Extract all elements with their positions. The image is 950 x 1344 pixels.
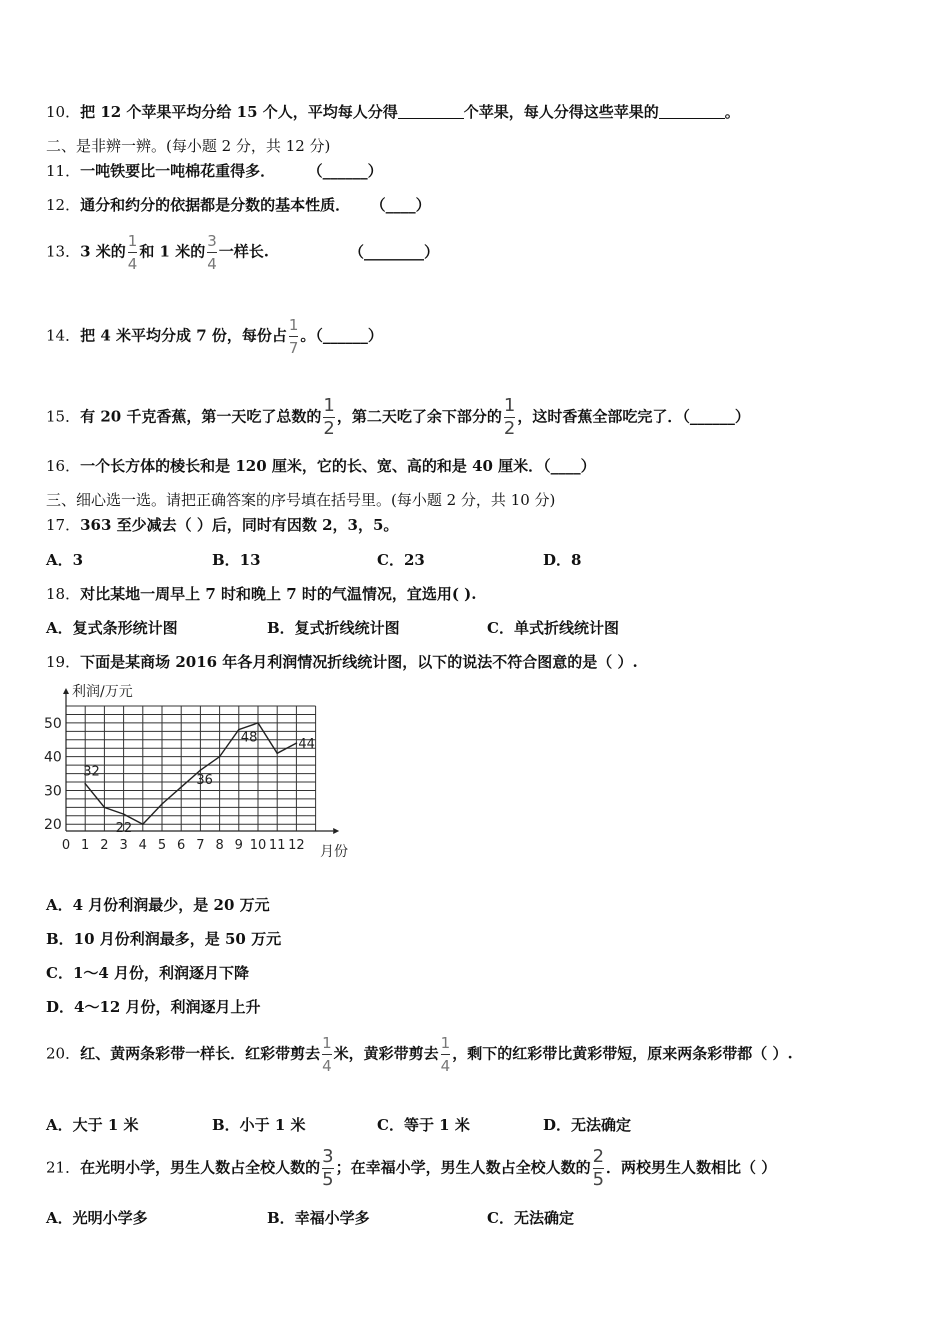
question-text: 米，黄彩带剪去: [333, 1044, 439, 1063]
section-2-heading: 二、是非辨一辨。(每小题 2 分，共 12 分): [46, 137, 331, 155]
chart-grid: [66, 706, 316, 831]
question-number: 11．: [46, 162, 81, 180]
option-b[interactable]: B．幸福小学多: [267, 1209, 370, 1227]
question-text: 一吨铁要比一吨棉花重得多．: [80, 162, 276, 180]
question-number: 14．: [46, 326, 81, 345]
option-a[interactable]: A．3: [46, 551, 84, 569]
fraction: $\frac{2}{5}$: [592, 1146, 605, 1190]
question-number: 21．: [46, 1158, 81, 1177]
question-number: 10．: [46, 103, 81, 121]
option-b[interactable]: B．13: [212, 551, 261, 569]
option-b[interactable]: B．复式折线统计图: [267, 619, 400, 637]
option-c[interactable]: C．等于 1 米: [377, 1116, 470, 1134]
y-tick-label: 50: [44, 715, 62, 732]
question-text: ；在幸福小学，男生人数占全校人数的: [335, 1158, 591, 1177]
x-tick-label: 6: [177, 838, 186, 853]
question-15: [46, 397, 750, 438]
option-b[interactable]: B．小于 1 米: [212, 1116, 306, 1134]
data-point: [104, 807, 106, 809]
question-20: [46, 1034, 793, 1075]
question-text: 对比某地一周早上 7 时和晚上 7 时的气温情况，宜选用( ).: [80, 585, 477, 603]
question-19: [46, 652, 638, 672]
fraction: $\frac{1}{2}$: [323, 395, 335, 439]
data-label: 48: [240, 730, 258, 746]
option-c[interactable]: C．无法确定: [487, 1209, 574, 1227]
question-number: 16．: [46, 457, 81, 475]
x-tick-label: 7: [196, 838, 205, 853]
question-text: 。: [724, 103, 740, 121]
question-16: [46, 456, 596, 476]
question-text: 和 1 米的: [139, 242, 206, 261]
fraction: $\frac{3}{5}$: [322, 1146, 334, 1190]
fraction: $\frac{1}{4}$: [440, 1034, 451, 1075]
data-point: [238, 729, 240, 731]
question-21: [46, 1148, 776, 1189]
question-text: 一个长方体的棱长和是 120 厘米，它的长、宽、高的和是 40 厘米．（____）: [80, 457, 596, 475]
data-point: [180, 786, 182, 788]
question-text: 把 12 个苹果平均分给 15 个人，平均每人分得: [80, 103, 398, 121]
x-tick-label: 12: [288, 838, 305, 853]
question-text: 有 20 千克香蕉，第一天吃了总数的: [80, 407, 322, 426]
option-d[interactable]: D．8: [543, 551, 582, 569]
data-point: [296, 742, 298, 744]
x-tick-label: 4: [138, 838, 147, 853]
question-text: ，第二天吃了余下部分的: [336, 407, 502, 426]
answer-paren[interactable]: （______）: [315, 162, 383, 180]
x-axis-label: 月份: [320, 844, 348, 860]
option-b[interactable]: B．10 月份利润最多，是 50 万元: [46, 930, 282, 948]
question-number: 13．: [46, 242, 81, 261]
answer-blank[interactable]: [398, 104, 464, 119]
option-d[interactable]: D．4～12 月份，利润逐月上升: [46, 998, 261, 1016]
section-3-heading: 三、细心选一选。请把正确答案的序号填在括号里。(每小题 2 分，共 10 分): [46, 491, 556, 509]
question-text: 下面是某商场 2016 年各月利润情况折线统计图，以下的说法不符合图意的是（ ）.: [80, 653, 638, 671]
y-axis-label: 利润/万元: [72, 684, 133, 700]
question-number: 19．: [46, 653, 81, 671]
answer-paren[interactable]: （________）: [348, 242, 439, 261]
question-17: [46, 515, 398, 535]
data-label: 44: [298, 737, 315, 753]
question-14: [46, 316, 383, 357]
question-number: 15．: [46, 407, 81, 426]
option-d[interactable]: D．无法确定: [543, 1116, 632, 1134]
data-point: [84, 783, 86, 785]
x-tick-label: 9: [234, 838, 243, 853]
data-point: [276, 752, 278, 754]
x-tick-label: 3: [119, 838, 128, 853]
data-point: [257, 722, 259, 724]
question-text: 在光明小学，男生人数占全校人数的: [80, 1158, 321, 1177]
data-point: [142, 823, 144, 825]
question-number: 18．: [46, 585, 81, 603]
data-label: 32: [83, 764, 100, 780]
option-a[interactable]: A．4 月份利润最少，是 20 万元: [46, 896, 270, 914]
profit-line-chart: [40, 676, 350, 866]
option-a[interactable]: A．光明小学多: [46, 1209, 148, 1227]
x-tick-label: 5: [157, 838, 167, 853]
x-tick-label: 2: [100, 838, 109, 853]
question-text: ，剩下的红彩带比黄彩带短，原来两条彩带都（ ）.: [452, 1044, 793, 1063]
question-text: 把 4 米平均分成 7 份，每份占: [80, 326, 287, 345]
question-12: [46, 195, 431, 215]
y-axis-arrow: [63, 688, 69, 694]
answer-blank[interactable]: [659, 104, 725, 119]
data-label: 36: [196, 773, 213, 789]
question-text: ．两校男生人数相比（ ）: [606, 1158, 777, 1177]
answer-paren[interactable]: （____）: [378, 196, 431, 214]
x-tick-label: 8: [215, 838, 224, 853]
fraction: $\frac{1}{7}$: [288, 316, 299, 357]
question-11: [46, 161, 383, 181]
x-tick-label: 0: [61, 838, 71, 853]
data-point: [200, 769, 202, 771]
x-axis-arrow: [333, 828, 339, 834]
question-text: ，这时香蕉全部吃完了．（______）: [517, 407, 750, 426]
question-text: 个苹果，每人分得这些苹果的: [463, 103, 659, 121]
question-text: 3 米的: [80, 242, 126, 261]
option-a[interactable]: A．大于 1 米: [46, 1116, 139, 1134]
question-number: 20．: [46, 1044, 81, 1063]
option-c[interactable]: C．单式折线统计图: [487, 619, 619, 637]
option-c[interactable]: C．23: [377, 551, 425, 569]
x-tick-label: 10: [249, 838, 267, 853]
question-number: 17．: [46, 516, 81, 534]
question-18: [46, 584, 477, 604]
data-point: [219, 756, 221, 758]
question-number: 12．: [46, 196, 81, 214]
question-text: 363 至少减去（ ）后，同时有因数 2，3，5。: [80, 516, 399, 534]
question-text: 。（______）: [300, 326, 383, 345]
question-text: 一样长.: [218, 242, 269, 261]
x-tick-label: 11: [268, 838, 286, 853]
question-13: [46, 232, 439, 273]
data-point: [161, 803, 163, 805]
question-text: 通分和约分的依据都是分数的基本性质．: [80, 196, 351, 214]
data-label: 22: [115, 821, 133, 837]
x-tick-label: 1: [81, 838, 90, 853]
question-text: 红、黄两条彩带一样长．红彩带剪去: [80, 1044, 321, 1063]
y-tick-label: 30: [44, 783, 62, 800]
option-c[interactable]: C．1～4 月份，利润逐月下降: [46, 964, 250, 982]
option-a[interactable]: A．复式条形统计图: [46, 619, 178, 637]
fraction: $\frac{1}{2}$: [503, 395, 516, 439]
data-point: [123, 813, 125, 815]
fraction: $\frac{1}{4}$: [322, 1034, 332, 1075]
fraction: $\frac{1}{4}$: [127, 232, 138, 273]
fraction: $\frac{3}{4}$: [207, 232, 217, 273]
y-tick-label: 20: [44, 817, 62, 834]
question-10: [46, 102, 740, 122]
y-tick-label: 40: [44, 749, 62, 766]
